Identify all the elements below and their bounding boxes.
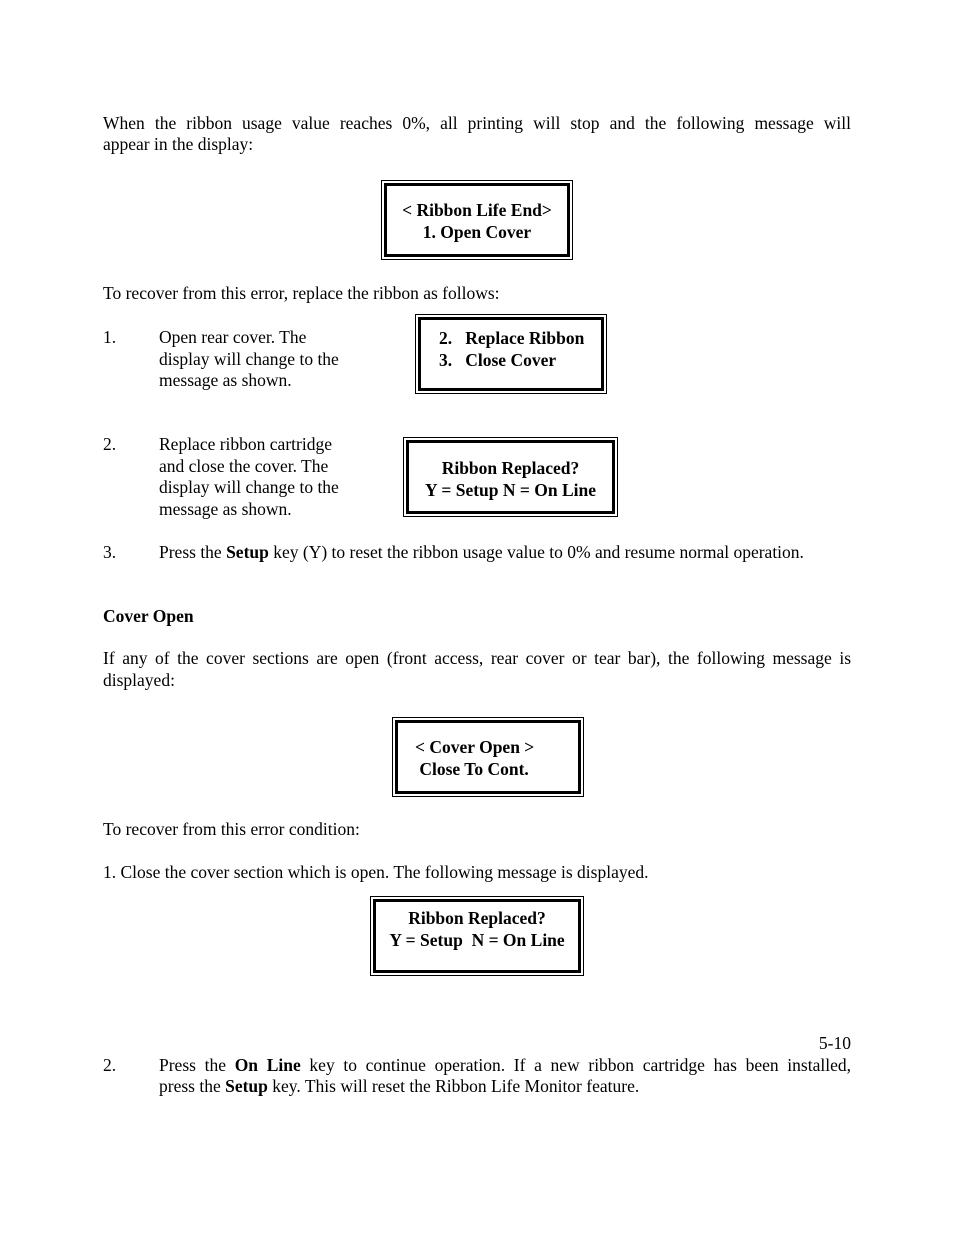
step-2-line-2: and close the cover. The [159, 455, 329, 476]
step-3-key-name: Setup [226, 542, 269, 562]
display-message-ribbon-replaced [403, 437, 618, 517]
step-1-text [159, 327, 339, 392]
step-2-line-3: display will change to the [159, 477, 339, 497]
display-line-2: Y = Setup N = On Line [389, 929, 565, 950]
final-step-line-1 [159, 1055, 851, 1077]
display-line-1: Ribbon Replaced? [441, 458, 580, 478]
display-line-1: < Cover Open > [415, 737, 535, 757]
display-line-2: Close To Cont. [415, 758, 529, 779]
step-2-line-1: Replace ribbon cartridge [159, 434, 332, 454]
display-line-1: Ribbon Replaced? [408, 908, 546, 928]
intro-line-2: appear in the display: [103, 134, 254, 154]
step-3-number: 3. [103, 542, 117, 562]
display-message-replace-ribbon [415, 314, 607, 394]
step-2-text [159, 434, 339, 520]
page-number: 5-10 [818, 1033, 851, 1053]
final-step-pre: Press the [159, 1055, 235, 1075]
step-1-line-1: Open rear cover. The [159, 327, 307, 347]
step-2-number: 2. [103, 434, 117, 454]
final-step-line-2 [159, 1076, 639, 1098]
step-2-line-4: message as shown. [159, 498, 292, 519]
step-1-line-2: display will change to the [159, 348, 339, 369]
display-message-ribbon-life-end [381, 180, 573, 260]
step-3-pre: Press the [159, 542, 227, 562]
section-heading-cover-open: Cover Open [103, 606, 194, 626]
display-line-2: 1. Open Cover [422, 221, 532, 242]
step-1-line-3: message as shown. [159, 370, 292, 390]
final-step-pre2: press the [159, 1076, 226, 1096]
final-step-number: 2. [103, 1055, 117, 1075]
display-line-1: 2. Replace Ribbon [439, 328, 585, 348]
final-step-key-online: On Line [234, 1055, 301, 1075]
recover-intro: To recover from this error, replace the ribbon as follows: [103, 283, 500, 303]
step-3-text [159, 542, 804, 564]
cover-open-line-1: If any of the cover sections are open (front access, rear cover or tear bar), the following message is [103, 648, 851, 668]
display-line-2: 3. Close Cover [439, 349, 557, 370]
display-message-ribbon-replaced-2 [370, 896, 584, 976]
final-step-key-setup: Setup [225, 1076, 268, 1096]
display-line-1: < Ribbon Life End> [402, 200, 552, 220]
cover-open-step-1: 1. Close the cover section which is open. The following message is displayed. [103, 862, 649, 882]
intro-line-1: When the ribbon usage value reaches 0%, all printing will stop and the following message will [103, 113, 851, 133]
final-step-post2: key. This will reset the Ribbon Life Monitor feature. [267, 1076, 640, 1096]
cover-open-recover-intro: To recover from this error condition: [103, 819, 360, 839]
display-line-2: Y = Setup N = On Line [425, 479, 596, 500]
cover-open-line-2: displayed: [103, 670, 175, 690]
final-step-mid: key to continue operation. If a new ribbon cartridge has been installed, [300, 1055, 851, 1075]
display-message-cover-open [392, 717, 584, 797]
step-1-number: 1. [103, 327, 117, 347]
step-3-post: key (Y) to reset the ribbon usage value to 0% and resume normal operation. [268, 542, 804, 562]
